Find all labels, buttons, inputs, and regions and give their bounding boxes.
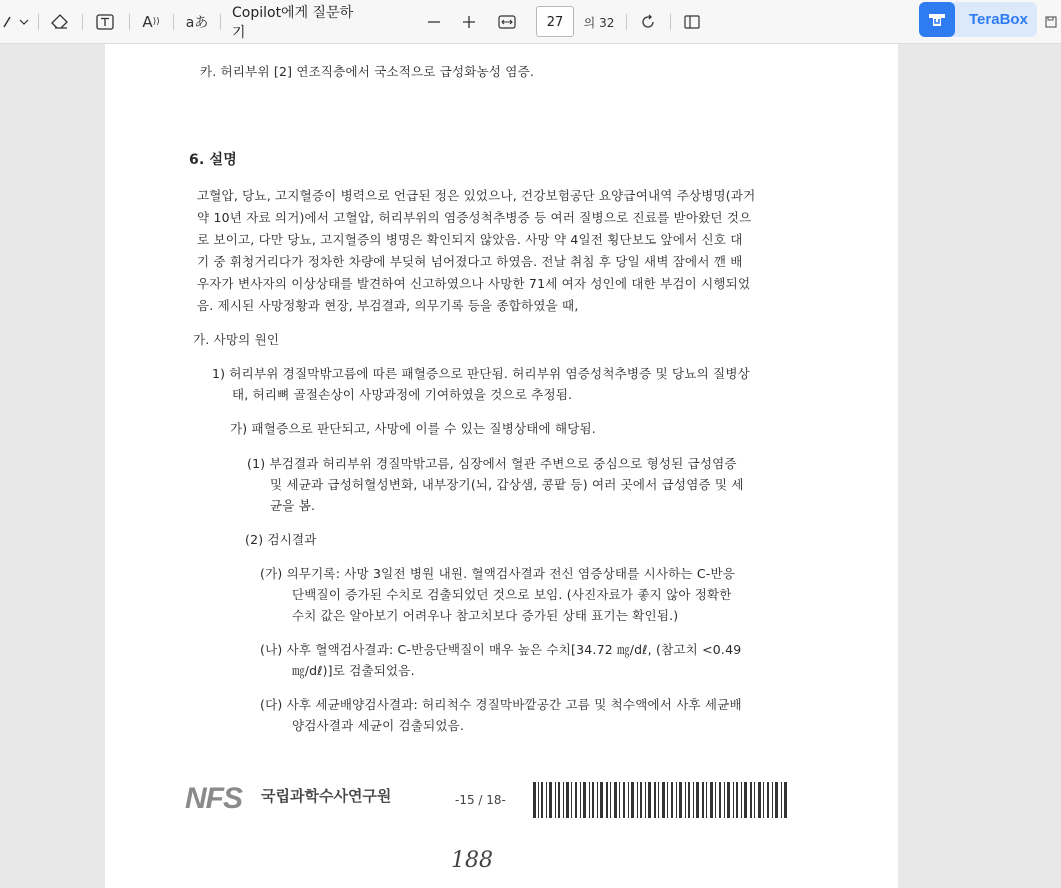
page-view-icon[interactable] (681, 0, 703, 44)
sub-ga-line: 가) 패혈증으로 판단되고, 사망에 이를 수 있는 질병상태에 해당됨. (230, 421, 596, 436)
para-line: 약 10년 자료 의거)에서 고혈압, 허리부위의 염증성척추병증 등 여러 질병으로 진료를 받아왔던 것으 (197, 210, 752, 225)
ga-heading: 가. 사망의 원인 (193, 332, 280, 347)
para-line: 음. 제시된 사망정황과 현장, 부검결과, 의무기록 등을 종합하였을 때, (197, 298, 579, 313)
sub2-heading: (2) 검시결과 (245, 532, 317, 547)
fit-width-icon[interactable] (496, 0, 518, 44)
divider (173, 14, 174, 30)
pdf-page (105, 44, 898, 888)
pdf-toolbar (0, 0, 1061, 44)
read-aloud-icon[interactable]: A )) (142, 13, 160, 31)
item1-line: 태, 허리뼈 골절손상이 사망과정에 기여하였을 것으로 추정됨. (232, 387, 573, 402)
divider (129, 14, 130, 30)
eraser-icon[interactable] (48, 0, 72, 44)
total-pages-label: 의 32 (583, 15, 615, 30)
item1-line: 1) 허리부위 경질막밖고름에 따른 패혈증으로 판단됨. 허리부위 염증성척추병증 및 당뇨의 질병상 (212, 366, 750, 381)
text-box-icon[interactable] (93, 0, 117, 44)
da-line: 양검사결과 세균이 검출되었음. (292, 718, 465, 733)
para-line: 기 중 휘청거리다가 정차한 차량에 부딪혀 넘어졌다고 하였음. 전날 취침 후 당일 새벽 잠에서 깬 배 (197, 254, 743, 269)
para-line: 고혈압, 당뇨, 고지혈증이 병력으로 언급된 정은 있었으나, 건강보험공단 요양급여내역 주상병명(과거 (197, 188, 756, 203)
divider (220, 14, 221, 30)
chevron-down-icon[interactable] (15, 0, 33, 44)
page-number-text: -15 / 18- (455, 793, 506, 807)
para-line: 우자가 변사자의 이상상태를 발견하여 신고하였으나 사망한 71세 여자 성인에 대한 부검이 시행되었 (197, 276, 751, 291)
ga2-line: (가) 의무기록: 사망 3일전 병원 내원. 혈액검사결과 전신 염증상태를 시사하는 C-반응 (260, 566, 736, 581)
sub1-line: 및 세균과 급성허혈성변화, 내부장기(뇌, 갑상샘, 콩팥 등) 여러 곳에서 급성염증 및 세 (270, 477, 744, 492)
save-icon[interactable] (1044, 0, 1058, 44)
item-ka-line: 카. 허리부위 [2] 연조직층에서 국소적으로 급성화농성 염증. (200, 64, 535, 79)
copilot-ask-button[interactable]: Copilot에게 질문하기 (232, 5, 354, 41)
barcode-image (533, 782, 787, 818)
na-line: (나) 사후 혈액검사결과: C-반응단백질이 매우 높은 수치[34.72 ㎎/dℓ, (참고치 <0.49 (260, 642, 742, 657)
terabox-button[interactable] (919, 2, 1037, 37)
ga2-line: 수치 값은 알아보기 어려우나 참고치보다 증가된 상태 표기는 확인됨.) (292, 608, 679, 623)
draw-icon[interactable] (0, 0, 14, 44)
rotate-icon[interactable] (637, 0, 659, 44)
na-line: ㎎/dℓ)]로 검출되었음. (292, 663, 415, 678)
divider (38, 14, 39, 30)
read-aloud-glyph: A (142, 13, 153, 31)
divider (82, 14, 83, 30)
page-number-input[interactable]: 27 (536, 6, 574, 37)
da-line: (다) 사후 세균배양검사결과: 허리척수 경질막바깥공간 고름 및 척수액에서 사후 세균배 (260, 697, 742, 712)
terabox-logo-icon (919, 2, 955, 37)
para-line: 로 보이고, 다만 당뇨, 고지혈증의 병명은 확인되지 않았음. 사망 약 4일전 횡단보도 앞에서 신호 대 (197, 232, 743, 247)
zoom-in-icon[interactable] (460, 0, 478, 44)
sub1-line: (1) 부검결과 허리부위 경질막밖고름, 심장에서 혈관 주변으로 중심으로 형성된 급성염증 (247, 456, 737, 471)
ga2-line: 단백질이 증가된 수치로 검출되었던 것으로 보임. (사진자료가 좋지 않아 정확한 (292, 587, 732, 602)
terabox-label: TeraBox (969, 11, 1028, 28)
sub1-line: 균을 봄. (270, 498, 316, 513)
translate-icon[interactable]: aあ (185, 15, 209, 31)
section-title: 6. 설명 (189, 152, 237, 168)
divider (626, 14, 627, 30)
zoom-out-icon[interactable] (425, 0, 443, 44)
nfs-logo: NFS (185, 782, 242, 815)
institute-name: 국립과학수사연구원 (261, 787, 392, 805)
handwritten-page-number: 188 (451, 848, 493, 873)
divider (670, 14, 671, 30)
